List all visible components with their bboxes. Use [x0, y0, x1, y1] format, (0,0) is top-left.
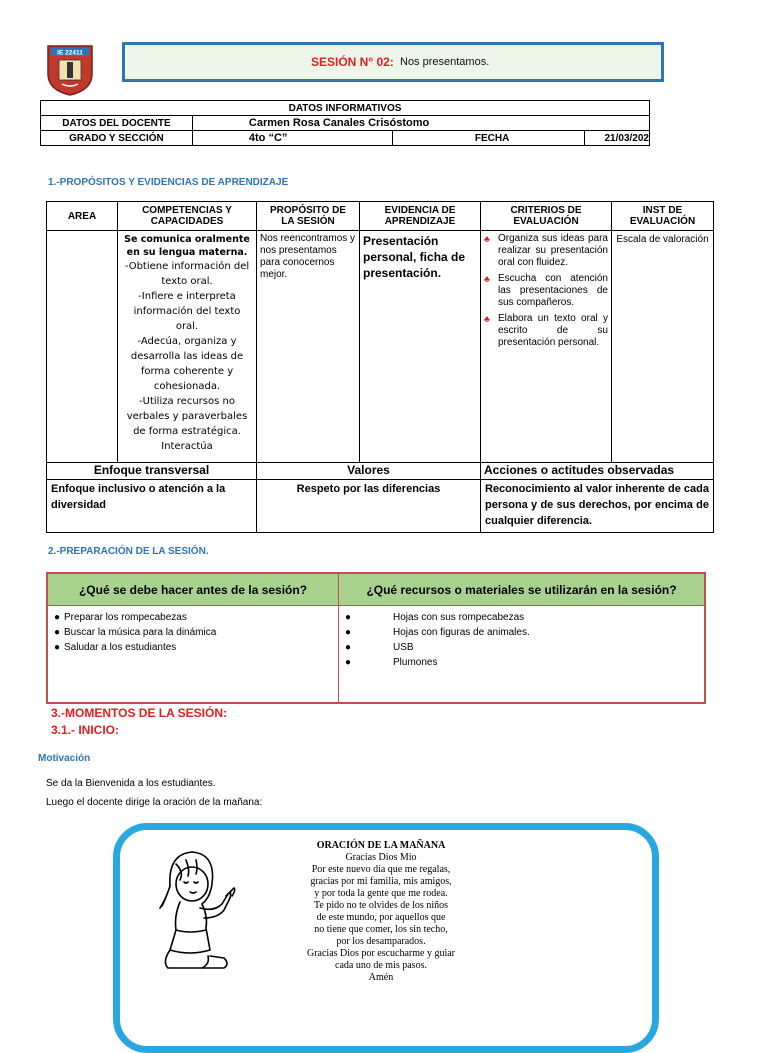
- datos-title: DATOS INFORMATIVOS: [41, 101, 650, 116]
- section-3-heading: [51, 705, 227, 739]
- capacidad-item: -Utiliza recursos no verbales y paraverbales de forma estratégica.: [126, 396, 248, 437]
- list-item: ● Hojas con figuras de animales.: [345, 627, 530, 638]
- session-name: Nos presentamos.: [400, 56, 490, 68]
- fecha-value: 21/03/202: [584, 131, 650, 146]
- list-item: ● Hojas con sus rompecabezas: [345, 612, 525, 623]
- instrumento-cell: Escala de valoración: [612, 231, 714, 463]
- bullet-icon: ●: [345, 642, 352, 653]
- criterio-item: ♣ Organiza sus ideas para realizar su presentación oral con fluidez.: [484, 233, 608, 268]
- oracion-line: por los desamparados.: [336, 936, 426, 947]
- competencias-cell: [118, 231, 257, 463]
- list-item: ● Plumones: [345, 657, 438, 668]
- oracion-line: Gracias Dios Mío: [345, 852, 417, 863]
- area-cell: [47, 231, 118, 463]
- oracion-title: ORACIÓN DE LA MAÑANA: [316, 840, 446, 851]
- criterio-item: ♣ Elabora un texto oral y escrito de su presentación personal.: [484, 313, 608, 348]
- competencia-title: Se comunica oralmente en su lengua materna.: [124, 234, 250, 258]
- grado-label: GRADO Y SECCIÓN: [41, 131, 193, 146]
- motivacion-heading: Motivación: [38, 753, 91, 764]
- evidencia-cell: Presentación personal, ficha de presentación.: [360, 231, 481, 463]
- bullet-icon: ●: [345, 657, 352, 668]
- list-item: ● Preparar los rompecabezas: [54, 612, 187, 623]
- club-bullet-icon: ♣: [484, 234, 490, 244]
- col-proposito: PROPÓSITO DE LA SESIÓN: [257, 202, 360, 231]
- recursos-header: ¿Qué recursos o materiales se utilizarán en la sesión?: [339, 573, 706, 606]
- section-2-heading: 2.-PREPARACIÓN DE LA SESIÓN.: [48, 546, 209, 557]
- bullet-icon: ●: [54, 642, 61, 653]
- oracion-line: no tiene que comer, los sin techo,: [314, 924, 448, 935]
- section-1-heading: 1.-PROPÓSITOS Y EVIDENCIAS DE APRENDIZAJE: [48, 177, 289, 188]
- bullet-icon: ●: [345, 627, 352, 638]
- praying-girl-illustration: [140, 846, 250, 976]
- oracion-line: de este mundo, por aquellos que: [316, 912, 446, 923]
- school-crest-logo: [44, 44, 96, 96]
- preparacion-table: [46, 572, 706, 704]
- list-item: ● Saludar a los estudiantes: [54, 642, 177, 653]
- propositos-table: [46, 201, 714, 533]
- list-item: ● USB: [345, 642, 414, 653]
- club-bullet-icon: ♣: [484, 314, 490, 324]
- session-number: SESIÓN N° 02:: [311, 55, 394, 69]
- col-competencias: COMPETENCIAS Y CAPACIDADES: [118, 202, 257, 231]
- fecha-label: FECHA: [392, 131, 584, 146]
- list-item: ● Buscar la música para la dinámica: [54, 627, 217, 638]
- oracion-line: Te pido no te olvides de los niños: [313, 900, 448, 911]
- club-bullet-icon: ♣: [484, 274, 490, 284]
- col-criterios: CRITERIOS DE EVALUACIÓN: [481, 202, 612, 231]
- proposito-cell: Nos reencontramos y nos presentamos para conocernos mejor.: [257, 231, 360, 463]
- bullet-icon: ●: [345, 612, 352, 623]
- capacidad-item: Interactúa: [161, 441, 213, 452]
- capacidad-item: -Adecúa, organiza y desarrolla las ideas de forma coherente y cohesionada.: [130, 336, 244, 392]
- oracion-line: Amén: [368, 972, 394, 983]
- oracion-line: y por toda la gente que me rodea.: [314, 888, 448, 899]
- grado-value: 4to “C”: [192, 131, 392, 146]
- col-instrumento: INST DE EVALUACIÓN: [612, 202, 714, 231]
- svg-text:IE 22411: IE 22411: [57, 49, 83, 57]
- docente-value: Carmen Rosa Canales Crisóstomo: [192, 116, 649, 131]
- enfoque-header: Enfoque transversal: [47, 463, 257, 480]
- acciones-header: Acciones o actitudes observadas: [481, 463, 714, 480]
- bullet-icon: ●: [54, 627, 61, 638]
- oracion-intro-text: Luego el docente dirige la oración de la mañana:: [46, 797, 263, 808]
- oracion-text: [262, 840, 500, 984]
- enfoque-value: Enfoque inclusivo o atención a la diversidad: [47, 480, 257, 533]
- oracion-line: Gracias Dios por escucharme y guiar: [307, 948, 455, 959]
- valores-header: Valores: [257, 463, 481, 480]
- inicio-title: 3.1.- INICIO:: [51, 723, 120, 737]
- datos-informativos-table: [40, 100, 650, 146]
- session-title-box: [122, 42, 664, 82]
- acciones-value: Reconocimiento al valor inherente de cada persona y de sus derechos, por encima de cualquier diferencia.: [481, 480, 714, 533]
- oracion-line: cada uno de mis pasos.: [335, 960, 427, 971]
- recursos-list: [339, 606, 706, 704]
- capacidad-item: -Infiere e interpreta información del texto oral.: [133, 291, 241, 332]
- momentos-title: 3.-MOMENTOS DE LA SESIÓN:: [51, 706, 228, 720]
- criterios-cell: [481, 231, 612, 463]
- docente-label: DATOS DEL DOCENTE: [41, 116, 193, 131]
- valor-value: Respeto por las diferencias: [257, 480, 481, 533]
- col-area: AREA: [47, 202, 118, 231]
- col-evidencia: EVIDENCIA DE APRENDIZAJE: [360, 202, 481, 231]
- oracion-line: gracias por mi familia, mis amigos,: [310, 876, 452, 887]
- bullet-icon: ●: [54, 612, 61, 623]
- antes-header: ¿Qué se debe hacer antes de la sesión?: [47, 573, 339, 606]
- oracion-line: Por este nuevo día que me regalas,: [311, 864, 451, 875]
- antes-list: [47, 606, 339, 704]
- bienvenida-text: Se da la Bienvenida a los estudiantes.: [46, 778, 216, 789]
- capacidad-item: -Obtiene información del texto oral.: [124, 261, 250, 287]
- criterio-item: ♣ Escucha con atención las presentaciones de sus compañeros.: [484, 273, 608, 308]
